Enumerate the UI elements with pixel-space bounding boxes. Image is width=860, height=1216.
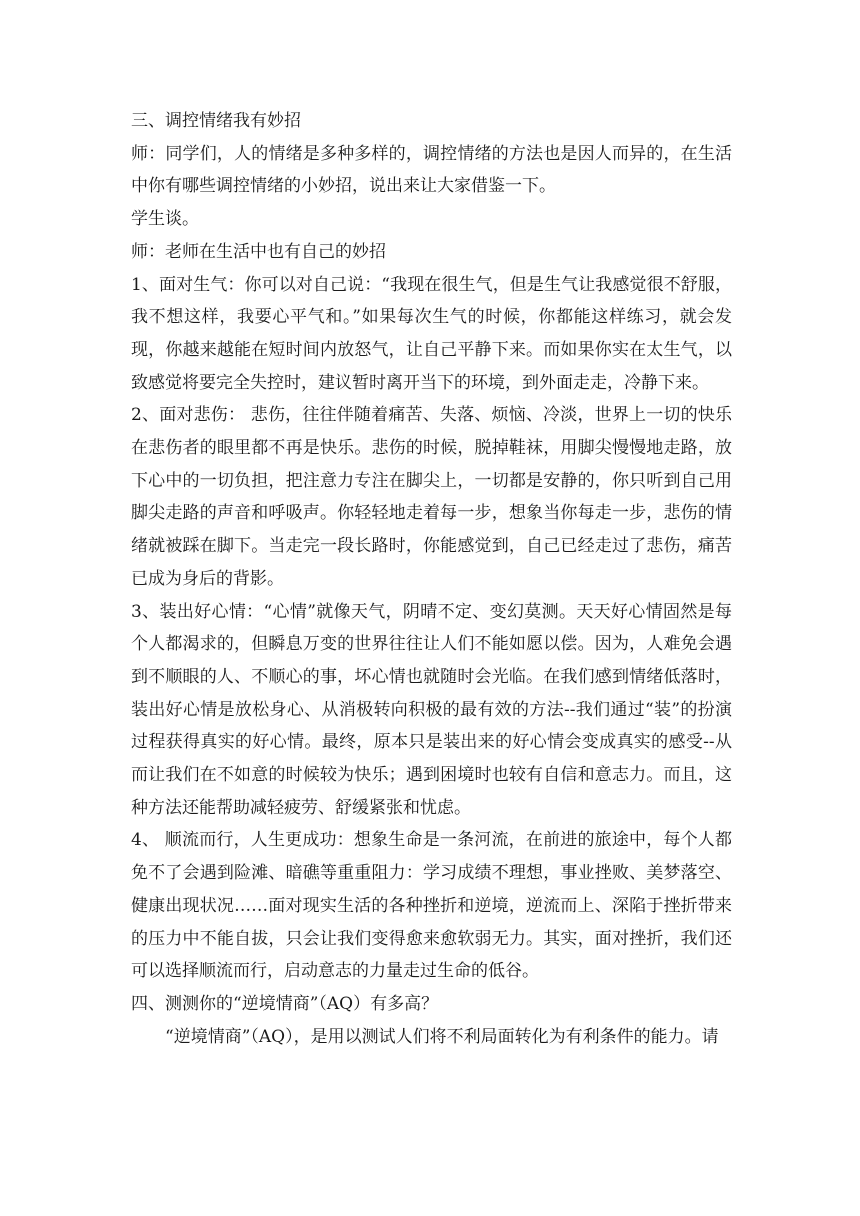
section-heading-4: 四、测测你的“逆境情商”（AQ）有多高？	[131, 993, 439, 1014]
tip-sadness-paragraph: 2、面对悲伤： 悲伤，往往伴随着痛苦、失落、烦恼、冷淡，世界上一切的快乐在悲伤者的眼里都不再是快乐。悲伤的时候，脱掉鞋袜，用脚尖慢慢地走路，放下心中的一切负担，把注意力专注在脚尖上，一切都是安静的，你只听到自己用脚尖走路的声音和呼吸声。你轻轻地走着每一步，想象当你每走一步，悲伤的情绪就被踩在脚下。当走完一段长路时，你能感觉到，自己已经走过了悲伤，痛苦已成为身后的背影。	[131, 405, 732, 589]
aq-intro-paragraph: “逆境情商”（AQ），是用以测试人们将不利局面转化为有利条件的能力。请	[165, 1026, 719, 1047]
tip-go-with-flow-paragraph: 4、 顺流而行，人生更成功：想象生命是一条河流，在前进的旅途中，每个人都免不了会遇到险滩、暗礁等重重阻力：学习成绩不理想，事业挫败、美梦落空、健康出现状况……面对现实生活的各种挫折和逆境，逆流而上、深陷于挫折带来的压力中不能自拔，只会让我们变得愈来愈软弱无力。其实，面对挫折，我们还可以选择顺流而行，启动意志的力量走过生命的低谷。	[131, 830, 732, 982]
student-response-line: 学生谈。	[131, 209, 199, 230]
teacher-intro-line: 师：老师在生活中也有自己的妙招	[131, 241, 386, 262]
document-body	[131, 105, 732, 1053]
teacher-question-paragraph: 师：同学们，人的情绪是多种多样的，调控情绪的方法也是因人而异的，在生活中你有哪些调控情绪的小妙招，说出来让大家借鉴一下。	[131, 143, 732, 197]
tip-good-mood-paragraph: 3、装出好心情：“心情”就像天气，阴晴不定、变幻莫测。天天好心情固然是每个人都渴求的，但瞬息万变的世界往往让人们不能如愿以偿。因为，人难免会遇到不顺眼的人、不顺心的事，坏心情也就随时会光临。在我们感到情绪低落时，装出好心情是放松身心、从消极转向积极的最有效的方法--我们通过“装”的扮演过程获得真实的好心情。最终，原本只是装出来的好心情会变成真实的感受--从而让我们在不如意的时候较为快乐；遇到困境时也较有自信和意志力。而且，这种方法还能帮助减轻疲劳、舒缓紧张和忧虑。	[131, 601, 732, 818]
tip-anger-paragraph: 1、面对生气：你可以对自己说：“我现在很生气，但是生气让我感觉很不舒服，我不想这样，我要心平气和。”如果每次生气的时候，你都能这样练习，就会发现，你越来越能在短时间内放怒气，让自己平静下来。而如果你实在太生气，以致感觉将要完全失控时，建议暂时离开当下的环境，到外面走走，冷静下来。	[131, 274, 732, 393]
section-heading-3: 三、调控情绪我有妙招	[131, 111, 301, 131]
